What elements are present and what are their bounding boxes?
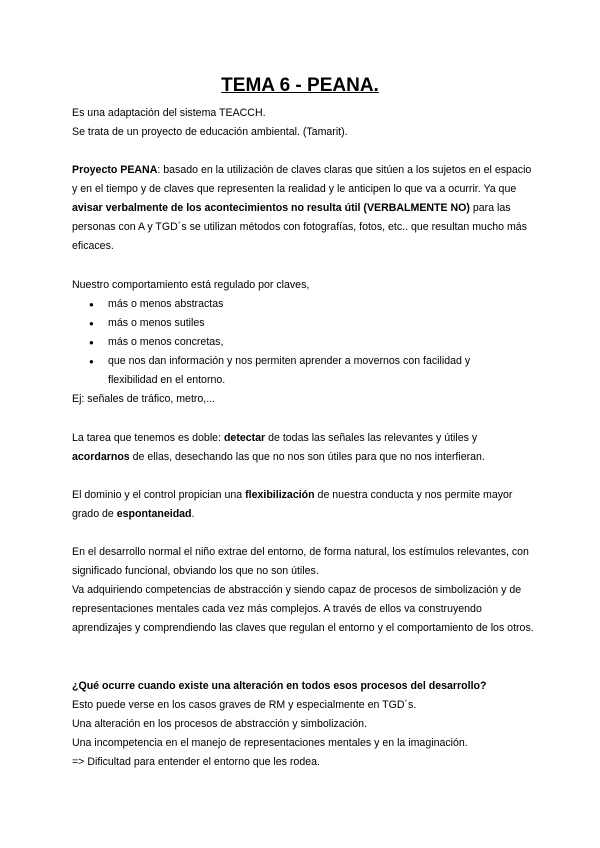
comportamiento-section — [72, 276, 534, 409]
paragraph-text: de nuestra conducta y nos permite mayor grado de — [72, 489, 513, 520]
alteracion-section — [72, 677, 534, 772]
bold-term: avisar verbalmente de los acontecimientos no resulta útil (VERBALMENTE NO) — [72, 202, 470, 214]
paragraph-text: . — [191, 508, 195, 520]
tarea-text — [72, 429, 534, 467]
claves-list — [72, 295, 534, 390]
desarrollo-paragraph: En el desarrollo normal el niño extrae del entorno, de forma natural, los estímulos relevantes, con significado funcional, obviando los que no son útiles. — [72, 546, 529, 577]
question-text: ¿Qué ocurre cuando existe una alteración en todos esos procesos del desarrollo? — [72, 680, 487, 692]
intro-line: Es una adaptación del sistema TEACCH. — [72, 107, 266, 119]
dominio-text — [72, 486, 534, 524]
bold-term: acordarnos — [72, 451, 130, 463]
bold-term: espontaneidad — [116, 508, 192, 520]
desarrollo-paragraph: Va adquiriendo competencias de abstracción y siendo capaz de procesos de simbolización y de representaciones mentales cada vez más complejos. A través de ellos va construyendo aprendizajes y comprendiendo las claves que regulan el entorno y el comportamiento de los otros. — [72, 584, 534, 634]
paragraph-text: de ellas, desechando las que no nos son útiles para que no nos interfieran. — [129, 451, 485, 463]
list-item: ● más o menos concretas, — [72, 333, 534, 352]
dominio-paragraph — [72, 486, 534, 524]
comportamiento-lead: Nuestro comportamiento está regulado por claves, — [72, 279, 310, 291]
intro-line: Se trata de un proyecto de educación ambiental. (Tamarit). — [72, 126, 348, 138]
alteracion-line: Una alteración en los procesos de abstracción y simbolización. — [72, 718, 368, 730]
list-item: ● más o menos abstractas — [72, 295, 534, 314]
bold-term: Proyecto PEANA — [72, 164, 158, 176]
paragraph-text: El dominio y el control propician una — [72, 489, 246, 501]
intro-section — [72, 104, 534, 142]
paragraph-text: : basado en la utilización de claves claras que sitúen a los sujetos en el espacio y en el tiempo y de claves que representen la realidad y le anticipen lo que va a ocurrir. Ya que — [72, 164, 532, 195]
tarea-paragraph — [72, 429, 534, 467]
bold-term: detectar — [223, 432, 266, 444]
list-item: ● que nos dan información y nos permiten aprender a movernos con facilidad y flexibilidad en el entorno. — [72, 352, 534, 390]
paragraph-text: La tarea que tenemos es doble: — [72, 432, 224, 444]
section-question — [72, 677, 534, 696]
paragraph-text: para las personas con A y TGD´s se utilizan métodos con fotografías, fotos, etc.. que resultan mucho más eficaces. — [72, 202, 527, 252]
alteracion-line: Esto puede verse en los casos graves de RM y especialmente en TGD´s. — [72, 699, 417, 711]
page-title: TEMA 6 - PEANA. — [221, 75, 379, 96]
alteracion-line: Una incompetencia en el manejo de representaciones mentales y en la imaginación. — [72, 737, 468, 749]
list-item: ● más o menos sutiles — [72, 314, 534, 333]
alteracion-line: => Dificultad para entender el entorno que les rodea. — [72, 756, 320, 768]
desarrollo-section — [72, 543, 534, 638]
example-line: Ej: señales de tráfico, metro,... — [72, 393, 216, 405]
proyecto-paragraph — [72, 161, 534, 256]
bold-term: flexibilización — [245, 489, 315, 501]
paragraph-text: de todas las señales las relevantes y útiles y — [265, 432, 478, 444]
proyecto-text — [72, 161, 534, 256]
